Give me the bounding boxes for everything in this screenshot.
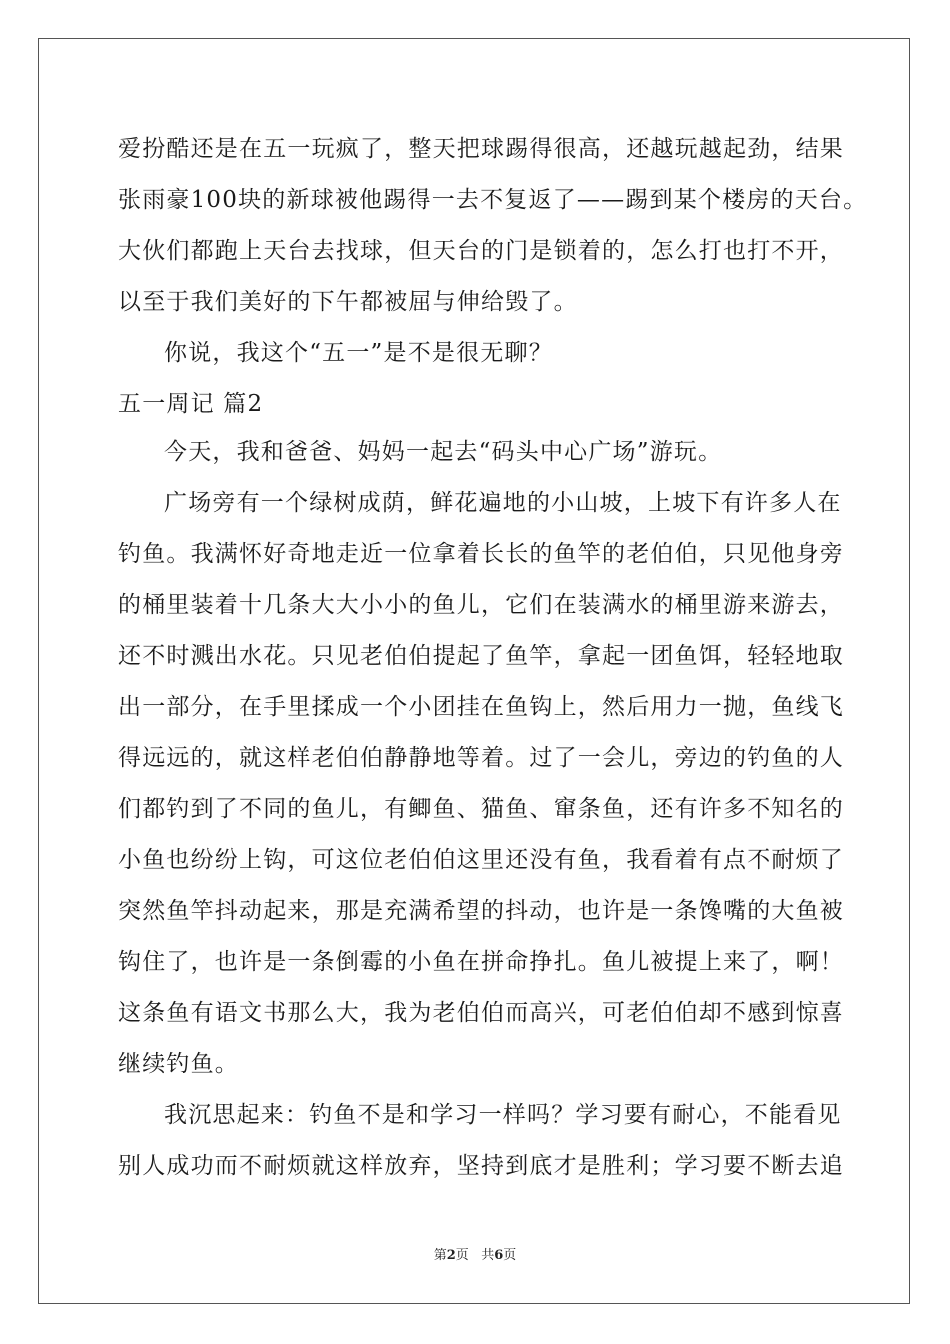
text-line: 还不时溅出水花。只见老伯伯提起了鱼竿，拿起一团鱼饵，轻轻地取 [118, 643, 844, 669]
page-prefix: 第 [433, 1248, 447, 1263]
text-line: 得远远的，就这样老伯伯静静地等着。过了一会儿，旁边的钓鱼的人 [118, 745, 844, 771]
text-line: 你说，我这个“五一”是不是很无聊？ [164, 340, 553, 366]
text-line: 的桶里装着十几条大大小小的鱼儿，它们在装满水的桶里游来游去， [118, 592, 844, 618]
text-line: 广场旁有一个绿树成荫，鲜花遍地的小山坡，上坡下有许多人在 [164, 490, 842, 516]
text-line: 以至于我们美好的下午都被屈与伸给毁了。 [118, 289, 578, 315]
page-footer [0, 1248, 950, 1264]
text-line: 张雨豪100块的新球被他踢得一去不复返了——踢到某个楼房的天台。 [118, 187, 868, 213]
text-line: 这条鱼有语文书那么大，我为老伯伯而高兴，可老伯伯却不感到惊喜 [118, 1000, 844, 1026]
text-line: 突然鱼竿抖动起来，那是充满希望的抖动，也许是一条馋嘴的大鱼被 [118, 898, 844, 924]
total-pages: 6 [494, 1248, 504, 1263]
text-line: 小鱼也纷纷上钩，可这位老伯伯这里还没有鱼，我看着有点不耐烦了 [118, 847, 844, 873]
page-number: 2 [446, 1248, 456, 1263]
text-line: 钓鱼。我满怀好奇地走近一位拿着长长的鱼竿的老伯伯，只见他身旁 [118, 541, 844, 567]
page-suffix: 页 [455, 1248, 469, 1263]
text-line: 大伙们都跑上天台去找球，但天台的门是锁着的，怎么打也打不开， [118, 238, 844, 264]
text-line: 今天，我和爸爸、妈妈一起去“码头中心广场”游玩。 [164, 439, 723, 465]
section-heading: 五一周记 篇2 [118, 391, 264, 417]
text-line: 我沉思起来：钓鱼不是和学习一样吗？学习要有耐心，不能看见 [164, 1102, 842, 1128]
text-line: 继续钓鱼。 [118, 1051, 239, 1077]
text-line: 出一部分，在手里揉成一个小团挂在鱼钩上，然后用力一抛，鱼线飞 [118, 694, 844, 720]
text-line: 们都钓到了不同的鱼儿，有鲫鱼、猫鱼、窜条鱼，还有许多不知名的 [118, 796, 844, 822]
text-line: 钩住了，也许是一条倒霉的小鱼在拼命挣扎。鱼儿被提上来了，啊！ [118, 949, 844, 975]
text-line: 别人成功而不耐烦就这样放弃，坚持到底才是胜利；学习要不断去追 [118, 1153, 844, 1179]
text-line: 爱扮酷还是在五一玩疯了，整天把球踢得很高，还越玩越起劲，结果 [118, 136, 844, 162]
total-prefix: 共 [481, 1248, 495, 1263]
total-suffix: 页 [503, 1248, 517, 1263]
